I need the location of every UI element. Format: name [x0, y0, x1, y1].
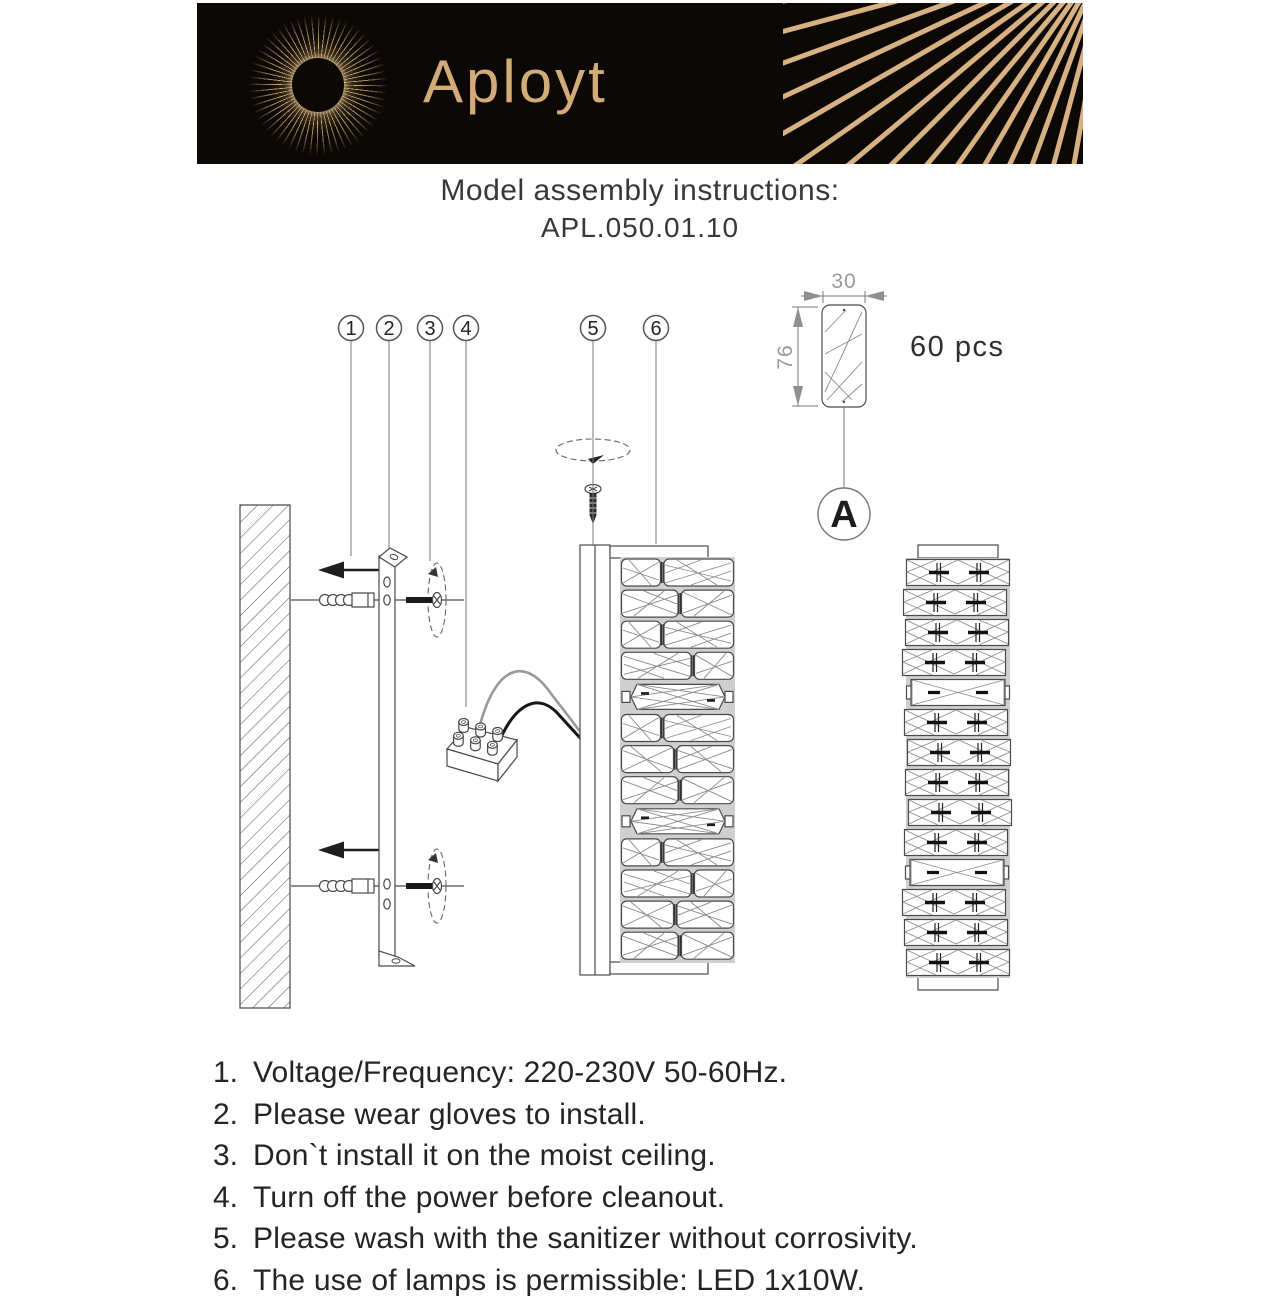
callout-6-number: 6 [650, 318, 662, 340]
instruction-item-3 [213, 1139, 918, 1181]
dimension-height [774, 307, 818, 406]
instruction-item-6 [213, 1264, 918, 1306]
callout-4 [454, 316, 479, 341]
instruction-text: Don`t install it on the moist ceiling. [253, 1139, 716, 1173]
detail-label-a: A [830, 494, 858, 536]
instruction-number: 2. [213, 1097, 239, 1131]
dimension-width-value: 30 [831, 270, 857, 293]
callout-4-number: 4 [460, 318, 472, 340]
callout-5-number: 5 [587, 318, 599, 340]
wall-section [240, 505, 290, 1008]
instruction-text: Please wash with the sanitizer without corrosivity. [253, 1222, 918, 1256]
callout-2 [377, 316, 402, 341]
sconce-front-view [903, 545, 1012, 990]
brand-name: Aployt [423, 48, 608, 115]
quantity-label: 60 pcs [910, 331, 1005, 363]
instruction-text: Turn off the power before cleanout. [253, 1180, 726, 1214]
instruction-number: 6. [213, 1263, 239, 1297]
callout-2-number: 2 [383, 318, 395, 340]
instruction-number: 4. [213, 1180, 239, 1214]
lower-wall-anchor [291, 849, 464, 923]
dimension-width [801, 270, 887, 303]
instruction-item-1 [213, 1056, 918, 1098]
instruction-number: 5. [213, 1222, 239, 1256]
callout-6 [644, 316, 669, 341]
instruction-list [213, 1056, 918, 1306]
crystal-part-detail [774, 270, 1004, 540]
instruction-number: 3. [213, 1139, 239, 1173]
instruction-number: 1. [213, 1056, 239, 1089]
callout-1 [339, 316, 364, 341]
instruction-text: The use of lamps is permissible: LED 1x10W. [253, 1263, 866, 1297]
callout-5 [581, 316, 606, 341]
mounting-bracket [379, 548, 415, 966]
instruction-item-4 [213, 1181, 918, 1223]
callout-1-number: 1 [345, 318, 357, 340]
callout-3 [418, 316, 443, 341]
sheet-title: Model assembly instructions: [440, 174, 840, 207]
instruction-text: Voltage/Frequency: 220-230V 50-60Hz. [253, 1056, 788, 1089]
model-number: APL.050.01.10 [540, 212, 740, 243]
push-arrow-upper [318, 562, 380, 579]
instruction-text: Please wear gloves to install. [253, 1097, 646, 1131]
push-arrow-lower [318, 842, 380, 859]
upper-wall-anchor [291, 563, 464, 637]
instruction-item-2 [213, 1098, 918, 1140]
instruction-item-5 [213, 1222, 918, 1264]
sconce-side-view [580, 545, 735, 975]
dimension-height-value: 76 [774, 344, 797, 370]
callout-3-number: 3 [424, 318, 436, 340]
